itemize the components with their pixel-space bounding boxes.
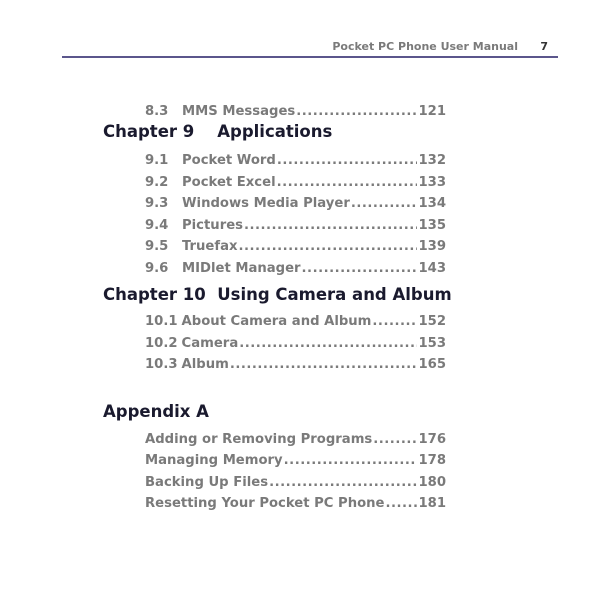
entry-page: 139 [418,239,446,254]
toc-entry[interactable] [145,432,446,452]
manual-title: Pocket PC Phone User Manual [332,40,518,53]
chapter-number: Chapter 10 [103,285,206,304]
toc-entry[interactable] [145,175,446,195]
appendix-title: Appendix A [103,402,209,421]
toc-entry[interactable] [145,336,446,356]
page-number: 7 [540,40,548,53]
entry-page: 153 [418,336,446,351]
entry-label: MIDlet Manager [182,261,301,276]
header-rule [62,56,558,58]
entry-page: 135 [418,218,446,233]
entry-page: 152 [418,314,446,329]
entry-label: Windows Media Player [182,196,350,211]
toc-entry[interactable] [145,496,446,516]
entry-label: Album [181,357,229,372]
entry-page: 143 [418,261,446,276]
toc-entry[interactable] [145,153,446,173]
chapter-heading[interactable] [103,285,452,309]
entry-number: 10.1 [145,314,178,329]
entry-page: 180 [418,475,446,490]
entry-number: 8.3 [145,104,169,119]
toc-entry[interactable] [145,314,446,334]
dot-leader [373,432,417,447]
dot-leader [372,314,417,329]
entry-label: Pocket Word [182,153,276,168]
dot-leader [239,239,418,254]
chapter-heading[interactable] [103,122,332,146]
appendix-heading[interactable] [103,402,209,426]
entry-label: Pictures [182,218,243,233]
entry-page: 134 [418,196,446,211]
entry-label: Adding or Removing Programs [145,432,373,447]
toc-entry[interactable] [145,453,446,473]
entry-number: 9.6 [145,261,169,276]
entry-page: 176 [418,432,446,447]
entry-page: 121 [418,104,446,119]
entry-label: MMS Messages [182,104,296,119]
dot-leader [230,357,418,372]
entry-number: 9.5 [145,239,169,254]
dot-leader [284,453,418,468]
entry-label: Pocket Excel [182,175,276,190]
chapter-number: Chapter 9 [103,122,195,141]
entry-number: 10.2 [145,336,178,351]
dot-leader [239,336,417,351]
entry-label: Camera [181,336,239,351]
entry-number: 9.3 [145,196,169,211]
entry-label: Managing Memory [145,453,283,468]
toc-entry[interactable] [145,357,446,377]
entry-label: Truefax [182,239,238,254]
toc-entry[interactable] [145,104,446,124]
toc-entry[interactable] [145,475,446,495]
entry-number: 9.2 [145,175,169,190]
dot-leader [269,475,417,490]
entry-label: About Camera and Album [181,314,372,329]
toc-entry[interactable] [145,261,446,281]
dot-leader [244,218,417,233]
chapter-title: Applications [217,122,333,141]
dot-leader [386,496,418,511]
entry-label: Resetting Your Pocket PC Phone [145,496,385,511]
dot-leader [351,196,418,211]
toc-entry[interactable] [145,239,446,259]
toc-entry[interactable] [145,218,446,238]
dot-leader [277,175,418,190]
entry-page: 132 [418,153,446,168]
entry-label: Backing Up Files [145,475,269,490]
chapter-title: Using Camera and Album [217,285,452,304]
entry-page: 165 [418,357,446,372]
entry-number: 10.3 [145,357,178,372]
entry-number: 9.4 [145,218,169,233]
entry-page: 133 [418,175,446,190]
entry-page: 181 [418,496,446,511]
dot-leader [296,104,417,119]
entry-number: 9.1 [145,153,169,168]
dot-leader [277,153,418,168]
toc-entry[interactable] [145,196,446,216]
dot-leader [302,261,418,276]
entry-page: 178 [418,453,446,468]
